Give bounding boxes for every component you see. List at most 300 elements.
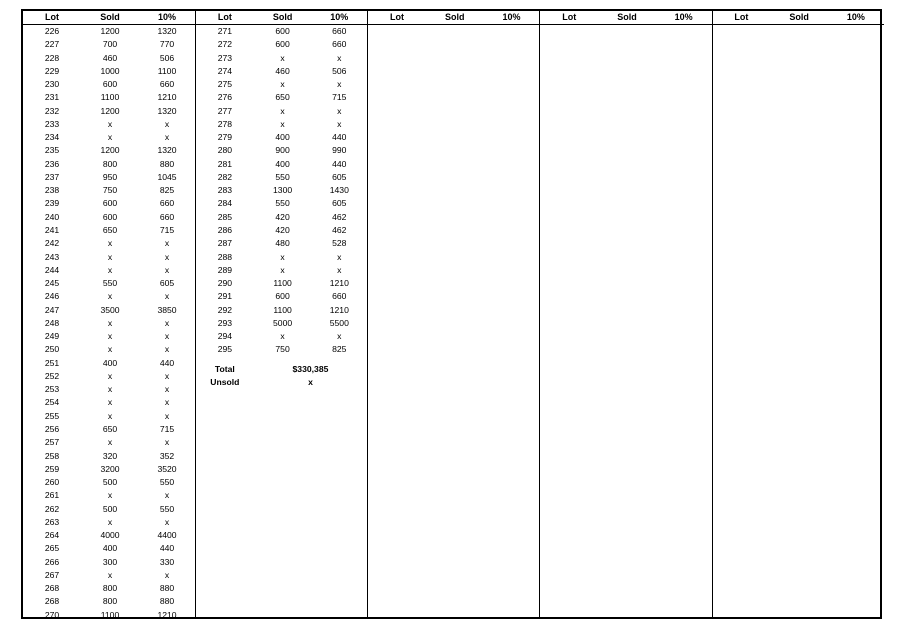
lot-cell: 280 bbox=[217, 145, 233, 156]
sold-cell: x bbox=[280, 251, 285, 262]
table-row bbox=[23, 158, 195, 171]
ten-percent-cell: 3520 bbox=[157, 463, 177, 474]
sold-cell: 950 bbox=[102, 171, 118, 182]
lot-cell: 272 bbox=[217, 39, 233, 50]
table-row bbox=[196, 330, 367, 343]
table-row bbox=[23, 476, 195, 489]
header-ten-percent: 10% bbox=[330, 12, 349, 22]
table-row bbox=[23, 383, 195, 396]
ten-percent-cell: 825 bbox=[332, 344, 347, 355]
sold-cell: 600 bbox=[275, 291, 290, 302]
lot-cell: 238 bbox=[44, 185, 60, 196]
sold-cell: 650 bbox=[275, 92, 290, 103]
sold-cell: x bbox=[107, 317, 113, 328]
ten-percent-cell: x bbox=[164, 317, 170, 328]
lot-cell: 228 bbox=[44, 52, 60, 63]
header-lot: Lot bbox=[45, 12, 59, 22]
lot-cell: 268 bbox=[44, 596, 60, 607]
summary-row bbox=[196, 376, 367, 389]
ten-percent-cell: 880 bbox=[159, 158, 175, 169]
ten-percent-cell: x bbox=[164, 516, 170, 527]
ten-percent-cell: 1320 bbox=[157, 105, 177, 116]
lot-cell: 285 bbox=[217, 211, 233, 222]
lot-cell: 281 bbox=[217, 158, 233, 169]
lot-cell: 295 bbox=[217, 344, 233, 355]
ten-percent-cell: 1210 bbox=[157, 92, 177, 103]
lot-cell: 284 bbox=[217, 198, 233, 209]
sold-cell: 400 bbox=[102, 543, 118, 554]
table-row bbox=[196, 224, 367, 237]
lot-cell: 234 bbox=[44, 132, 60, 143]
table-row bbox=[23, 184, 195, 197]
ten-percent-cell: 5500 bbox=[329, 317, 349, 328]
ten-percent-cell: 1430 bbox=[329, 185, 349, 196]
header-row bbox=[540, 11, 711, 25]
sold-cell: 600 bbox=[102, 79, 118, 90]
table-row bbox=[23, 251, 195, 264]
table-row bbox=[196, 65, 367, 78]
lot-cell: 277 bbox=[217, 105, 233, 116]
lot-cell: 242 bbox=[44, 238, 60, 249]
table-row bbox=[23, 542, 195, 555]
lot-cell: 227 bbox=[44, 39, 60, 50]
lot-cell: 262 bbox=[44, 503, 60, 514]
sold-cell: 1100 bbox=[100, 92, 120, 103]
lot-cell: 267 bbox=[44, 569, 60, 580]
lot-cell: 258 bbox=[44, 450, 60, 461]
table-row bbox=[196, 144, 367, 157]
sold-cell: 460 bbox=[275, 65, 290, 76]
ten-percent-cell: x bbox=[337, 118, 342, 129]
table-row bbox=[23, 582, 195, 595]
ten-percent-cell: 1100 bbox=[157, 65, 177, 76]
table-row bbox=[196, 277, 367, 290]
sold-cell: 4000 bbox=[100, 530, 120, 541]
ten-percent-cell: 605 bbox=[332, 171, 347, 182]
lot-cell: 286 bbox=[217, 224, 233, 235]
summary-row bbox=[196, 363, 367, 376]
table-row bbox=[196, 91, 367, 104]
sold-cell: 550 bbox=[275, 171, 290, 182]
lot-cell: 251 bbox=[44, 357, 60, 368]
lot-cell: 275 bbox=[217, 79, 233, 90]
table-row bbox=[196, 304, 367, 317]
ten-percent-cell: 660 bbox=[332, 39, 347, 50]
lot-cell: 230 bbox=[44, 79, 60, 90]
header-sold: Sold bbox=[100, 12, 120, 22]
ten-percent-cell: x bbox=[337, 79, 342, 90]
header-sold: Sold bbox=[617, 12, 637, 22]
table-row bbox=[23, 197, 195, 210]
lot-cell: 252 bbox=[44, 370, 60, 381]
lot-cell: 294 bbox=[217, 331, 233, 342]
lot-cell: 226 bbox=[44, 26, 60, 36]
table-row bbox=[23, 595, 195, 608]
lot-cell: 263 bbox=[44, 516, 60, 527]
table-row bbox=[23, 556, 195, 569]
table-row bbox=[23, 330, 195, 343]
lot-cell: 247 bbox=[44, 304, 60, 315]
sold-cell: x bbox=[280, 105, 285, 116]
header-lot: Lot bbox=[390, 12, 405, 22]
ten-percent-cell: x bbox=[337, 264, 342, 275]
sold-cell: x bbox=[107, 384, 113, 395]
table-row bbox=[23, 131, 195, 144]
table-row bbox=[23, 516, 195, 529]
table-row bbox=[23, 317, 195, 330]
lot-cell: 254 bbox=[44, 397, 60, 408]
sold-cell: x bbox=[280, 52, 285, 63]
table-row bbox=[23, 529, 195, 542]
ten-percent-cell: x bbox=[164, 344, 170, 355]
lot-cell: 276 bbox=[217, 92, 233, 103]
table-row bbox=[196, 251, 367, 264]
ten-percent-cell: x bbox=[164, 118, 170, 129]
sold-cell: 1100 bbox=[100, 609, 120, 620]
sold-cell: x bbox=[280, 118, 285, 129]
table-row bbox=[23, 503, 195, 516]
sold-cell: 5000 bbox=[273, 317, 293, 328]
sold-cell: x bbox=[107, 291, 113, 302]
ten-percent-cell: 4400 bbox=[157, 530, 177, 541]
ten-percent-cell: 462 bbox=[332, 211, 347, 222]
sold-cell: 420 bbox=[275, 211, 290, 222]
lot-cell: 239 bbox=[44, 198, 60, 209]
table-row bbox=[23, 304, 195, 317]
ten-percent-cell: 880 bbox=[159, 583, 175, 594]
sold-cell: 800 bbox=[102, 583, 118, 594]
header-ten-percent: 10% bbox=[157, 12, 176, 22]
table-row bbox=[23, 237, 195, 250]
sold-cell: 750 bbox=[275, 344, 290, 355]
sold-cell: 550 bbox=[102, 278, 118, 289]
table-row bbox=[23, 211, 195, 224]
ten-percent-cell: 660 bbox=[332, 26, 347, 36]
lot-cell: 291 bbox=[217, 291, 233, 302]
sold-cell: 650 bbox=[102, 423, 118, 434]
sold-cell: x bbox=[280, 264, 285, 275]
table-row bbox=[23, 78, 195, 91]
sold-cell: x bbox=[107, 238, 113, 249]
sold-cell: x bbox=[107, 569, 113, 580]
sold-cell: 550 bbox=[275, 198, 290, 209]
header-row bbox=[23, 11, 195, 25]
sold-cell: x bbox=[107, 344, 113, 355]
sold-cell: 320 bbox=[102, 450, 118, 461]
table-row bbox=[196, 131, 367, 144]
table-row bbox=[196, 25, 367, 38]
ten-percent-cell: x bbox=[164, 370, 170, 381]
sold-cell: 1000 bbox=[100, 65, 120, 76]
sold-cell: 900 bbox=[275, 145, 290, 156]
lot-cell: 290 bbox=[217, 278, 233, 289]
table-row bbox=[23, 91, 195, 104]
header-row bbox=[196, 11, 367, 25]
ten-percent-cell: 506 bbox=[332, 65, 347, 76]
table-row bbox=[196, 211, 367, 224]
lot-cell: 287 bbox=[217, 238, 233, 249]
table-row bbox=[196, 38, 367, 51]
column-group-2 bbox=[195, 11, 367, 617]
ten-percent-cell: x bbox=[164, 410, 170, 421]
table-row bbox=[23, 171, 195, 184]
table-row bbox=[23, 290, 195, 303]
lot-cell: 240 bbox=[44, 211, 60, 222]
lot-cell: 249 bbox=[44, 331, 60, 342]
table-row bbox=[23, 423, 195, 436]
header-ten-percent: 10% bbox=[674, 12, 693, 22]
sold-cell: 800 bbox=[102, 158, 118, 169]
ten-percent-cell: 1045 bbox=[157, 171, 177, 182]
ten-percent-cell: 605 bbox=[332, 198, 347, 209]
table-row bbox=[23, 38, 195, 51]
ten-percent-cell: 440 bbox=[332, 132, 347, 143]
summary-label: Unsold bbox=[210, 376, 240, 387]
lot-cell: 288 bbox=[217, 251, 233, 262]
table-row bbox=[23, 105, 195, 118]
ten-percent-cell: 462 bbox=[332, 224, 347, 235]
summary-value: $330,385 bbox=[292, 363, 329, 374]
ten-percent-cell: 3850 bbox=[157, 304, 177, 315]
lot-cell: 293 bbox=[217, 317, 233, 328]
sold-cell: 600 bbox=[102, 198, 118, 209]
table-row bbox=[196, 290, 367, 303]
header-row bbox=[713, 11, 884, 25]
sold-cell: x bbox=[107, 490, 113, 501]
header-row bbox=[368, 11, 539, 25]
sold-cell: x bbox=[107, 251, 113, 262]
sold-cell: 1100 bbox=[273, 304, 292, 315]
column-group-3 bbox=[367, 11, 539, 617]
ten-percent-cell: 660 bbox=[332, 291, 347, 302]
lot-cell: 261 bbox=[44, 490, 60, 501]
table-row bbox=[23, 463, 195, 476]
table-row bbox=[23, 52, 195, 65]
lot-cell: 266 bbox=[44, 556, 60, 567]
sold-cell: 1300 bbox=[273, 185, 293, 196]
sold-cell: 3500 bbox=[100, 304, 120, 315]
table-row bbox=[23, 357, 195, 370]
ten-percent-cell: 825 bbox=[159, 185, 175, 196]
header-lot: Lot bbox=[734, 12, 749, 22]
ten-percent-cell: 330 bbox=[159, 556, 175, 567]
lot-cell: 289 bbox=[217, 264, 233, 275]
table-row bbox=[23, 25, 195, 38]
ten-percent-cell: x bbox=[337, 52, 342, 63]
sold-cell: x bbox=[107, 516, 113, 527]
ten-percent-cell: 528 bbox=[332, 238, 347, 249]
lot-cell: 229 bbox=[44, 65, 60, 76]
table-row bbox=[23, 609, 195, 622]
table-row bbox=[196, 317, 367, 330]
ten-percent-cell: x bbox=[164, 437, 170, 448]
ten-percent-cell: 715 bbox=[332, 92, 347, 103]
table-row bbox=[196, 171, 367, 184]
header-ten-percent: 10% bbox=[502, 12, 521, 22]
sold-cell: x bbox=[107, 132, 113, 143]
lot-cell: 273 bbox=[217, 52, 233, 63]
sold-cell: 3200 bbox=[100, 463, 120, 474]
sold-cell: 1200 bbox=[100, 26, 120, 36]
table-row bbox=[23, 436, 195, 449]
column-group-5 bbox=[712, 11, 884, 617]
table-row bbox=[196, 264, 367, 277]
ten-percent-cell: x bbox=[337, 105, 342, 116]
table-row bbox=[196, 184, 367, 197]
ten-percent-cell: 1320 bbox=[157, 26, 177, 36]
sold-cell: 650 bbox=[102, 224, 118, 235]
ten-percent-cell: 880 bbox=[159, 596, 175, 607]
sold-cell: 1200 bbox=[100, 145, 120, 156]
lot-cell: 244 bbox=[44, 264, 60, 275]
table-row bbox=[196, 197, 367, 210]
table-row bbox=[196, 343, 367, 356]
sold-cell: x bbox=[107, 331, 113, 342]
sold-cell: 480 bbox=[275, 238, 290, 249]
table-row bbox=[23, 118, 195, 131]
lot-cell: 270 bbox=[44, 609, 60, 620]
sold-cell: 460 bbox=[102, 52, 118, 63]
lot-cell: 246 bbox=[44, 291, 60, 302]
sold-cell: x bbox=[107, 264, 113, 275]
lot-cell: 248 bbox=[44, 317, 60, 328]
table-row bbox=[23, 224, 195, 237]
table-row bbox=[23, 144, 195, 157]
header-sold: Sold bbox=[789, 12, 809, 22]
ten-percent-cell: x bbox=[164, 264, 170, 275]
summary-value: x bbox=[308, 376, 313, 387]
lot-cell: 260 bbox=[44, 477, 60, 488]
lot-cell: 279 bbox=[217, 132, 233, 143]
table-row bbox=[23, 343, 195, 356]
table-row bbox=[23, 277, 195, 290]
ten-percent-cell: 1210 bbox=[329, 304, 349, 315]
table-row bbox=[23, 489, 195, 502]
lot-cell: 236 bbox=[44, 158, 60, 169]
sold-cell: 700 bbox=[102, 39, 118, 50]
lot-cell: 256 bbox=[44, 423, 60, 434]
lot-cell: 237 bbox=[44, 171, 60, 182]
ten-percent-cell: 660 bbox=[159, 211, 175, 222]
sold-cell: x bbox=[107, 370, 113, 381]
ten-percent-cell: x bbox=[164, 384, 170, 395]
ten-percent-cell: x bbox=[164, 331, 170, 342]
ten-percent-cell: 715 bbox=[159, 423, 175, 434]
ten-percent-cell: 715 bbox=[159, 224, 175, 235]
sold-cell: x bbox=[107, 410, 113, 421]
lot-cell: 253 bbox=[44, 384, 60, 395]
table-row bbox=[196, 52, 367, 65]
sold-cell: 750 bbox=[102, 185, 118, 196]
ten-percent-cell: 440 bbox=[332, 158, 347, 169]
ten-percent-cell: 550 bbox=[159, 503, 175, 514]
lot-cell: 232 bbox=[44, 105, 60, 116]
ten-percent-cell: 440 bbox=[159, 357, 175, 368]
header-ten-percent: 10% bbox=[846, 12, 865, 22]
sold-cell: 500 bbox=[102, 477, 118, 488]
table-row bbox=[23, 450, 195, 463]
table-row bbox=[196, 237, 367, 250]
table-row bbox=[196, 78, 367, 91]
lot-cell: 278 bbox=[217, 118, 233, 129]
sold-cell: 600 bbox=[275, 39, 290, 50]
table-row bbox=[196, 105, 367, 118]
lot-cell: 282 bbox=[217, 171, 233, 182]
ten-percent-cell: 550 bbox=[159, 477, 175, 488]
ten-percent-cell: x bbox=[164, 251, 170, 262]
ten-percent-cell: 660 bbox=[159, 79, 175, 90]
lot-cell: 235 bbox=[44, 145, 60, 156]
sold-cell: 800 bbox=[102, 596, 118, 607]
spreadsheet-table bbox=[21, 9, 882, 619]
table-row bbox=[23, 65, 195, 78]
lot-cell: 274 bbox=[217, 65, 233, 76]
header-sold: Sold bbox=[445, 12, 465, 22]
lot-cell: 245 bbox=[44, 278, 60, 289]
lot-cell: 241 bbox=[44, 224, 60, 235]
sold-cell: x bbox=[107, 118, 113, 129]
lot-cell: 283 bbox=[217, 185, 233, 196]
ten-percent-cell: x bbox=[164, 490, 170, 501]
header-lot: Lot bbox=[562, 12, 577, 22]
sold-cell: 300 bbox=[102, 556, 118, 567]
lot-cell: 250 bbox=[44, 344, 60, 355]
sold-cell: 1200 bbox=[100, 105, 120, 116]
lot-cell: 255 bbox=[44, 410, 60, 421]
sold-cell: 600 bbox=[275, 26, 290, 36]
header-lot: Lot bbox=[217, 12, 232, 22]
sold-cell: x bbox=[280, 79, 285, 90]
ten-percent-cell: 1210 bbox=[157, 609, 177, 620]
sold-cell: x bbox=[107, 397, 113, 408]
column-group-4 bbox=[539, 11, 711, 617]
lot-cell: 265 bbox=[44, 543, 60, 554]
sold-cell: 500 bbox=[102, 503, 118, 514]
summary-block bbox=[196, 363, 367, 390]
table-row bbox=[23, 396, 195, 409]
sold-cell: x bbox=[107, 437, 113, 448]
table-row bbox=[23, 370, 195, 383]
ten-percent-cell: 1210 bbox=[329, 278, 349, 289]
ten-percent-cell: 605 bbox=[159, 278, 175, 289]
lot-cell: 231 bbox=[44, 92, 60, 103]
sold-cell: 1100 bbox=[273, 278, 292, 289]
sold-cell: 420 bbox=[275, 224, 290, 235]
column-group-1 bbox=[23, 11, 195, 620]
ten-percent-cell: x bbox=[164, 397, 170, 408]
ten-percent-cell: x bbox=[164, 238, 170, 249]
lot-cell: 268 bbox=[44, 583, 60, 594]
ten-percent-cell: x bbox=[337, 331, 342, 342]
ten-percent-cell: 990 bbox=[332, 145, 347, 156]
ten-percent-cell: 770 bbox=[159, 39, 175, 50]
ten-percent-cell: x bbox=[164, 291, 170, 302]
sold-cell: x bbox=[280, 331, 285, 342]
ten-percent-cell: 506 bbox=[159, 52, 175, 63]
sold-cell: 400 bbox=[275, 132, 290, 143]
table-row bbox=[196, 158, 367, 171]
sold-cell: 400 bbox=[102, 357, 118, 368]
sold-cell: 400 bbox=[275, 158, 290, 169]
ten-percent-cell: 1320 bbox=[157, 145, 177, 156]
summary-label: Total bbox=[214, 363, 235, 374]
header-sold: Sold bbox=[272, 12, 293, 22]
ten-percent-cell: 440 bbox=[159, 543, 175, 554]
table-row bbox=[23, 264, 195, 277]
lot-cell: 271 bbox=[217, 26, 233, 36]
table-row bbox=[23, 569, 195, 582]
lot-cell: 264 bbox=[44, 530, 60, 541]
